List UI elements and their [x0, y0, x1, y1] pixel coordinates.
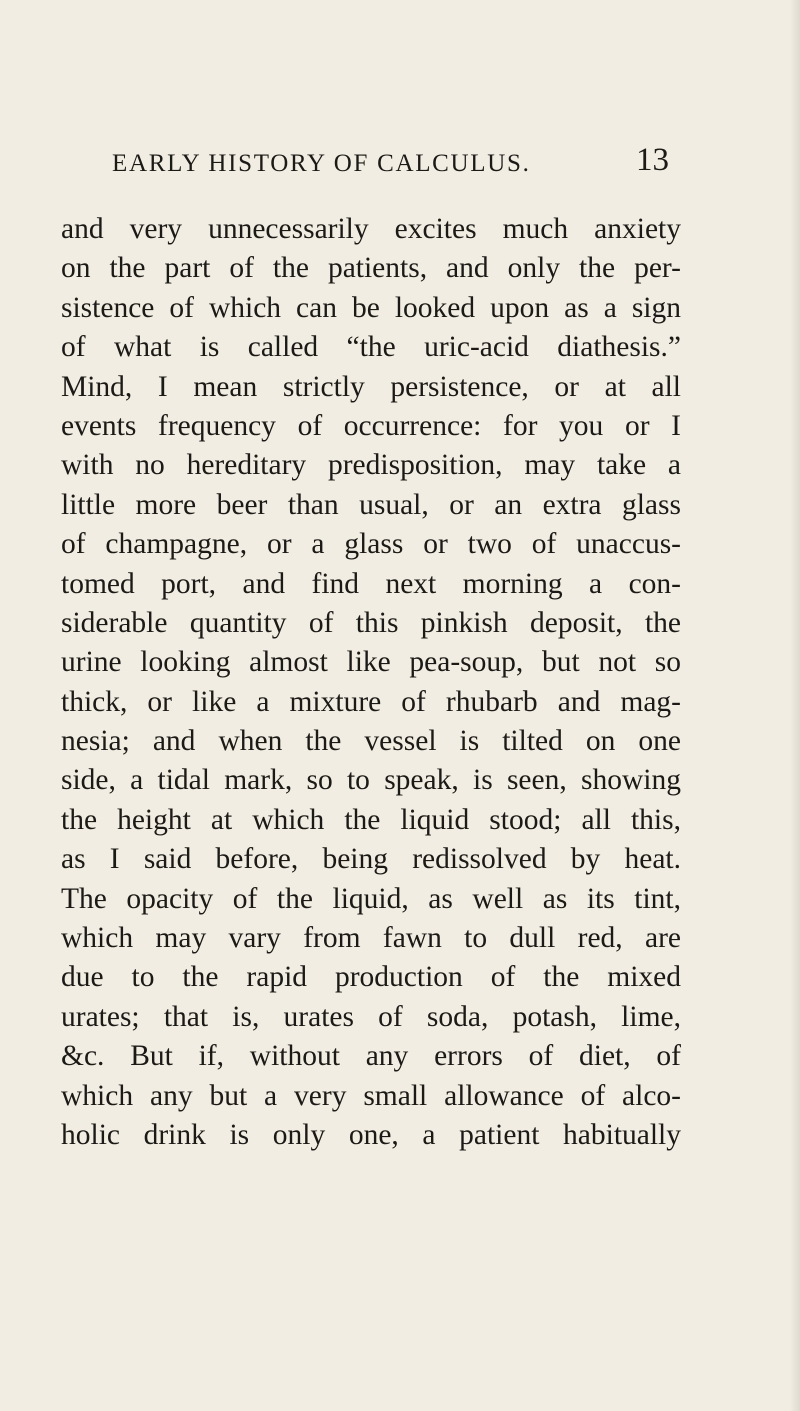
text-line: The opacity of the liquid, as well as its tint,: [61, 882, 681, 915]
text-line: thick, or like a mixture of rhubarb and mag-: [61, 685, 681, 718]
page-edge-shadow: [790, 0, 800, 1411]
text-line: urine looking almost like pea-soup, but not so: [61, 646, 681, 679]
text-line: &c. But if, without any errors of diet, of: [61, 1040, 681, 1073]
text-line: which may vary from fawn to dull red, are: [61, 922, 681, 955]
text-line: holic drink is only one, a patient habitually: [61, 1118, 681, 1151]
text-line: which any but a very small allowance of alco-: [61, 1079, 681, 1112]
text-line: urates; that is, urates of soda, potash, lime,: [61, 1000, 681, 1033]
text-line: side, a tidal mark, so to speak, is seen, showing: [61, 764, 681, 797]
text-line: of champagne, or a glass or two of unaccus-: [61, 528, 681, 561]
text-line: nesia; and when the vessel is tilted on one: [61, 725, 681, 758]
text-line: sistence of which can be looked upon as a sign: [61, 291, 681, 324]
text-line: the height at which the liquid stood; all this,: [61, 803, 681, 836]
text-line: as I said before, being redissolved by heat.: [61, 843, 681, 876]
text-line: due to the rapid production of the mixed: [61, 961, 681, 994]
running-head: EARLY HISTORY OF CALCULUS.: [112, 150, 531, 177]
text-line: with no hereditary predisposition, may take a: [61, 449, 681, 482]
text-line: siderable quantity of this pinkish deposit, the: [61, 606, 681, 639]
page-header: [0, 140, 800, 186]
text-line: on the part of the patients, and only the per-: [61, 252, 681, 285]
text-line: little more beer than usual, or an extra glass: [61, 488, 681, 521]
text-line: of what is called “the uric-acid diathesis.”: [61, 331, 681, 364]
text-line: events frequency of occurrence: for you or I: [61, 409, 681, 442]
body-text: [61, 210, 681, 1155]
text-line: tomed port, and find next morning a con-: [61, 567, 681, 600]
text-line: Mind, I mean strictly persistence, or at all: [61, 370, 681, 403]
text-line: and very unnecessarily excites much anxiety: [61, 213, 681, 245]
page-number: 13: [636, 142, 669, 178]
